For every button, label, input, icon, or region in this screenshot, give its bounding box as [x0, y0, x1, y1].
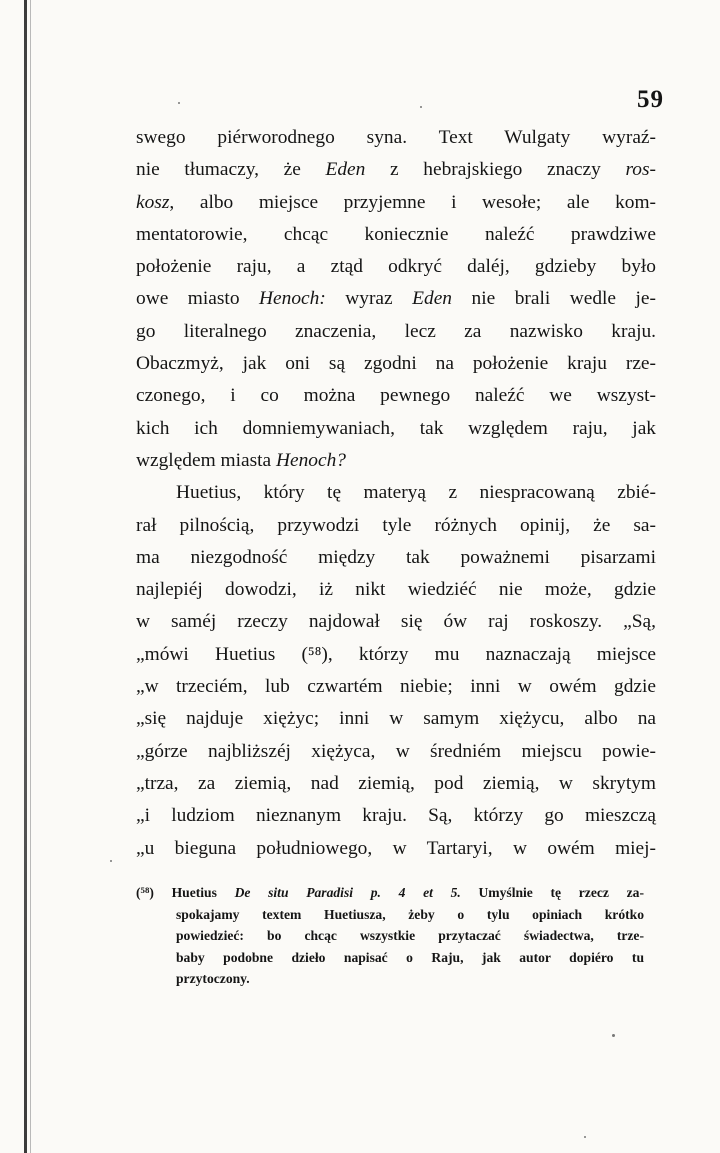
text-line: „mówi Huetius (⁵⁸), którzy mu naznaczają miejsce: [136, 643, 656, 665]
text-line: względem miasta Henoch?: [136, 449, 346, 471]
text-line: owe miasto Henoch: wyraz Eden nie brali wedle je-: [136, 288, 656, 310]
text-line: „u bieguna południowego, w Tartaryi, w owém miej-: [136, 837, 656, 859]
text-line: ma niezgodność między tak poważnemi pisarzami: [136, 546, 656, 568]
paper-speck: [110, 860, 112, 862]
footnote-block: [136, 880, 644, 990]
text-line: Obaczmyż, jak oni są zgodni na położenie kraju rze-: [136, 353, 656, 375]
text-line: w saméj rzeczy najdował się ów raj roskoszy. „Są,: [136, 611, 656, 633]
paper-speck: [612, 1034, 615, 1037]
text-line: „w trzeciém, lub czwartém niebie; inni w owém gdzie: [136, 676, 656, 698]
text-line: czonego, i co można pewnego naleźć we wszyst-: [136, 385, 656, 407]
paper-speck: [178, 102, 180, 104]
footnote-line: ($^{58}$) Huetius De situ Paradisi p. 4 et 5. Umyślnie tę rzecz za-: [136, 884, 644, 900]
text-line: mentatorowie, chcąc koniecznie naleźć prawdziwe: [136, 223, 656, 245]
main-text-block: [136, 122, 656, 865]
book-spine-shadow: [24, 0, 27, 1153]
text-line: położenie raju, a ztąd odkryć daléj, gdzieby było: [136, 256, 656, 278]
text-line: rał pilnością, przywodzi tyle różnych opinij, że sa-: [136, 514, 656, 536]
text-line: „górze najbliższéj xiężyca, w średniém miejscu powie-: [136, 740, 656, 762]
text-line: swego piérworodnego syna. Text Wulgaty wyraź-: [136, 127, 656, 148]
text-line: kich ich domniemywaniach, tak względem raju, jak: [136, 417, 656, 439]
text-line: go literalnego znaczenia, lecz za nazwisko kraju.: [136, 320, 656, 342]
page-number: 59: [637, 86, 664, 113]
footnote-line: spokajamy textem Huetiusza, żeby o tylu opiniach krótko: [176, 906, 644, 922]
text-line: nie tłumaczy, że Eden z hebrajskiego znaczy ros-: [136, 159, 656, 181]
book-spine-edge: [30, 0, 31, 1153]
text-line: najlepiéj dowodzi, iż nikt wiedziéć nie może, gdzie: [136, 579, 656, 601]
paper-speck: [420, 106, 422, 108]
paper-speck: [584, 1136, 586, 1138]
text-line: Huetius, który tę materyą z niespracowaną zbié-: [176, 482, 656, 504]
text-line: kosz, albo miejsce przyjemne i wesołe; ale kom-: [136, 191, 656, 213]
text-line: „trza, za ziemią, nad ziemią, pod ziemią, w skrytym: [136, 772, 656, 794]
text-line: „i ludziom nieznanym kraju. Są, którzy go mieszczą: [136, 805, 656, 827]
footnote-line: baby podobne dzieło napisać o Raju, jak autor dopiéro tu: [176, 949, 644, 965]
footnote-line: przytoczony.: [176, 971, 250, 987]
footnote-line: powiedzieć: bo chcąc wszystkie przytaczać świadectwa, trze-: [176, 928, 644, 944]
text-line: „się najduje xiężyc; inni w samym xiężycu, albo na: [136, 708, 656, 730]
